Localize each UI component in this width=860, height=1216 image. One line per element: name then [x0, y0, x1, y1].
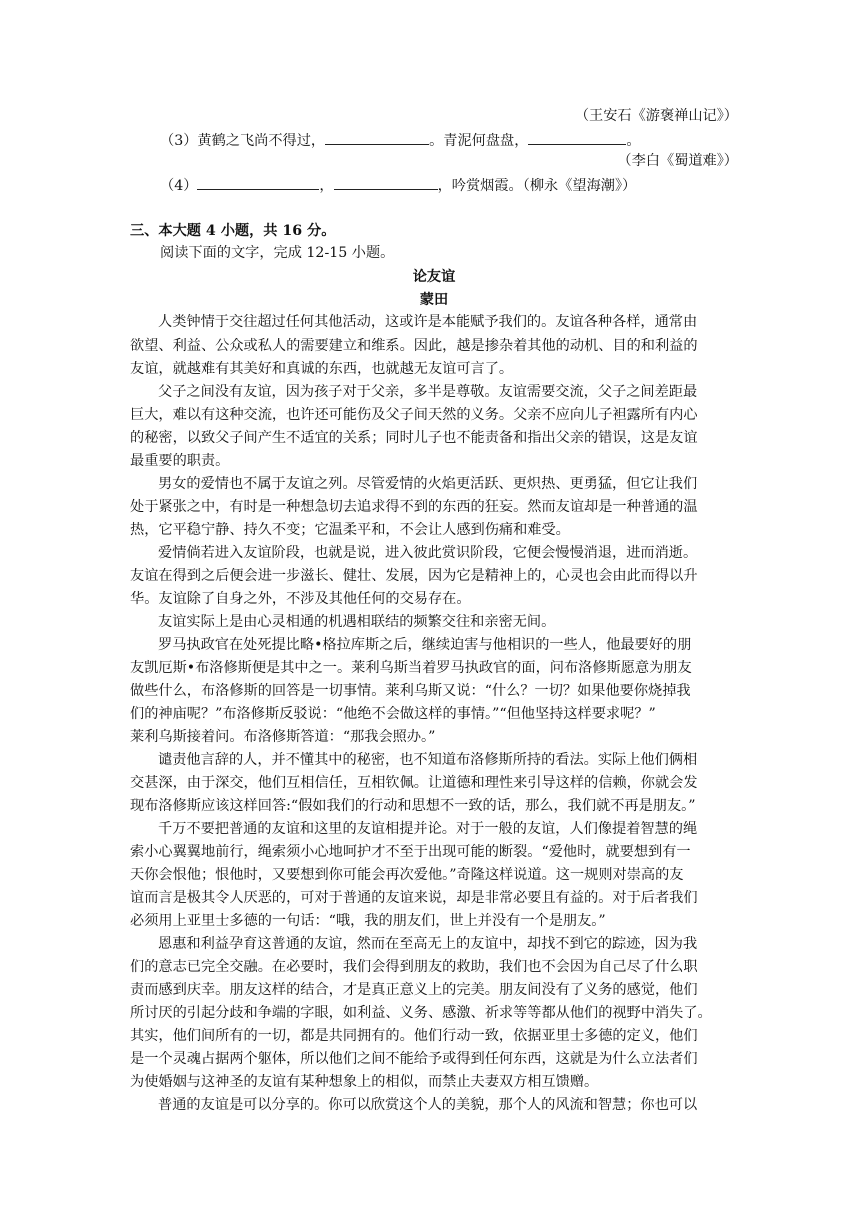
body-line: 是一个灵魂占据两个躯体，所以他们之间不能给予或得到任何东西，这就是为什么立法者们	[130, 1051, 698, 1067]
body-line: 索小心翼翼地前行，绳索须小心地呵护才不至于出现可能的断裂。“爱他时，就要想到有一	[130, 844, 691, 860]
body-line: 热，它平稳宁静、持久不变；它温柔平和，不会让人感到伤痛和难受。	[130, 522, 570, 538]
q3-prefix: （3）黄鹤之飞尚不得过，	[160, 133, 326, 149]
body-line: 的秘密，以致父子间产生不适宜的关系；同时儿子也不能责备和指出父亲的错误，这是友谊	[130, 430, 698, 446]
body-line: 普通的友谊是可以分享的。你可以欣赏这个人的美貌，那个人的风流和智慧；你也可以	[158, 1097, 698, 1113]
answer-blank[interactable]	[334, 175, 438, 190]
body-line: 所讨厌的引起分歧和争端的字眼，如利益、义务、感激、祈求等等都从他们的视野中消失了。	[130, 1005, 712, 1021]
body-line: 男女的爱情也不属于友谊之列。尽管爱情的火焰更活跃、更炽热、更勇猛，但它让我们	[158, 476, 698, 492]
body-line: 千万不要把普通的友谊和这里的友谊相提并论。对于一般的友谊，人们像提着智慧的绳	[158, 821, 698, 837]
body-line: 友谊，就越难有其美好和真诚的东西，也就越无友谊可言了。	[130, 361, 514, 377]
question-4	[160, 173, 768, 199]
body-line: 欲望、利益、公众或私人的需要建立和维系。因此，越是掺杂着其他的动机、目的和利益的	[130, 338, 698, 354]
body-line: 交甚深，由于深交，他们互相信任，互相钦佩。让道德和理性来引导这样的信赖，你就会发	[130, 775, 698, 791]
body-line: 其实，他们间所有的一切，都是共同拥有的。他们行动一致，依据亚里士多德的定义，他们	[130, 1028, 698, 1044]
q3-end: 。	[626, 133, 641, 149]
body-line: 谊而言是极其令人厌恶的，可对于普通的友谊来说，却是非常必要且有益的。对于后者我们	[130, 890, 698, 906]
body-line: 谴责他言辞的人，并不懂其中的秘密，也不知道布洛修斯所持的看法。实际上他们俩相	[158, 752, 698, 768]
body-line: 罗马执政官在处死提比略•格拉库斯之后，继续迫害与他相识的一些人，他最要好的朋	[158, 637, 692, 653]
body-line: 友谊在得到之后便会进一步滋长、健壮、发展，因为它是精神上的，心灵也会由此而得以升	[130, 568, 698, 584]
body-line: 爱情倘若进入友谊阶段，也就是说，进入彼此赏识阶段，它便会慢慢消退，进而消逝。	[158, 545, 698, 561]
body-line: 父子之间没有友谊，因为孩子对于父亲，多半是尊敬。友谊需要交流，父子之间差距最	[158, 384, 698, 400]
q4-end: ，吟赏烟霞。（柳永《望海潮》）	[437, 178, 637, 194]
body-line: 友谊实际上是由心灵相通的机遇相联结的频繁交往和亲密无间。	[158, 614, 556, 630]
article-title: 论友谊	[412, 269, 456, 285]
body-line: 责而感到庆幸。朋友这样的结合，才是真正意义上的完美。朋友间没有了义务的感觉，他们	[130, 982, 698, 998]
q4-sep: ，	[319, 178, 334, 194]
body-line: 们的意志已完全交融。在必要时，我们会得到朋友的救助，我们也不会因为自己尽了什么职	[130, 959, 698, 975]
article-author: 蒙田	[419, 292, 449, 308]
body-line: 做些什么，布洛修斯的回答是一切事情。莱利乌斯又说：“什么？一切？如果他要你烧掉我	[130, 683, 691, 699]
body-line: 为使婚姻与这神圣的友谊有某种想象上的相似，而禁止夫妻双方相互馈赠。	[130, 1074, 599, 1090]
body-line: 莱利乌斯接着问。布洛修斯答道：“那我会照办。”	[130, 729, 436, 745]
answer-blank[interactable]	[197, 175, 319, 190]
body-line: 现布洛修斯应该这样回答:“假如我们的行动和思想不一致的话，那么，我们就不再是朋友。”	[130, 798, 696, 814]
body-line: 们的神庙呢？”布洛修斯反驳说：“他绝不会做这样的事情。”“但他坚持这样要求呢？”	[130, 706, 656, 722]
body-line: 必须用上亚里士多德的一句话：“哦，我的朋友们，世上并没有一个是朋友。”	[130, 913, 606, 929]
answer-blank[interactable]	[325, 130, 429, 145]
section-instruction: 阅读下面的文字，完成 12-15 小题。	[160, 245, 395, 261]
answer-blank[interactable]	[528, 130, 626, 145]
q4-prefix: （4）	[160, 178, 198, 194]
body-line: 恩惠和利益孕育这普通的友谊，然而在至高无上的友谊中，却找不到它的踪迹，因为我	[158, 936, 698, 952]
citation-li-bai: （李白《蜀道难》）	[617, 153, 738, 169]
body-line: 天你会恨他；恨他时，又要想到你可能会再次爱他。”奇隆这样说道。这一规则对崇高的友	[130, 867, 684, 883]
citation-wang-anshi: （王安石《游褒禅山记》）	[574, 108, 738, 124]
section-heading: 三、本大题 4 小题，共 16 分。	[130, 223, 336, 239]
body-line: 友凯厄斯•布洛修斯便是其中之一。莱利乌斯当着罗马执政官的面，问布洛修斯愿意为朋友	[130, 660, 692, 676]
body-line: 巨大，难以有这种交流，也许还可能伤及父子间天然的义务。父亲不应向儿子袒露所有内心	[130, 407, 698, 423]
q3-mid: 。青泥何盘盘，	[429, 133, 529, 149]
body-line: 处于紧张之中，有时是一种想急切去追求得不到的东西的狂妄。然而友谊却是一种普通的温	[130, 499, 698, 515]
body-line: 华。友谊除了自身之外，不涉及其他任何的交易存在。	[130, 591, 471, 607]
body-line: 人类钟情于交往超过任何其他活动，这或许是本能赋予我们的。友谊各种各样，通常由	[158, 314, 698, 330]
body-line: 最重要的职责。	[130, 453, 230, 469]
